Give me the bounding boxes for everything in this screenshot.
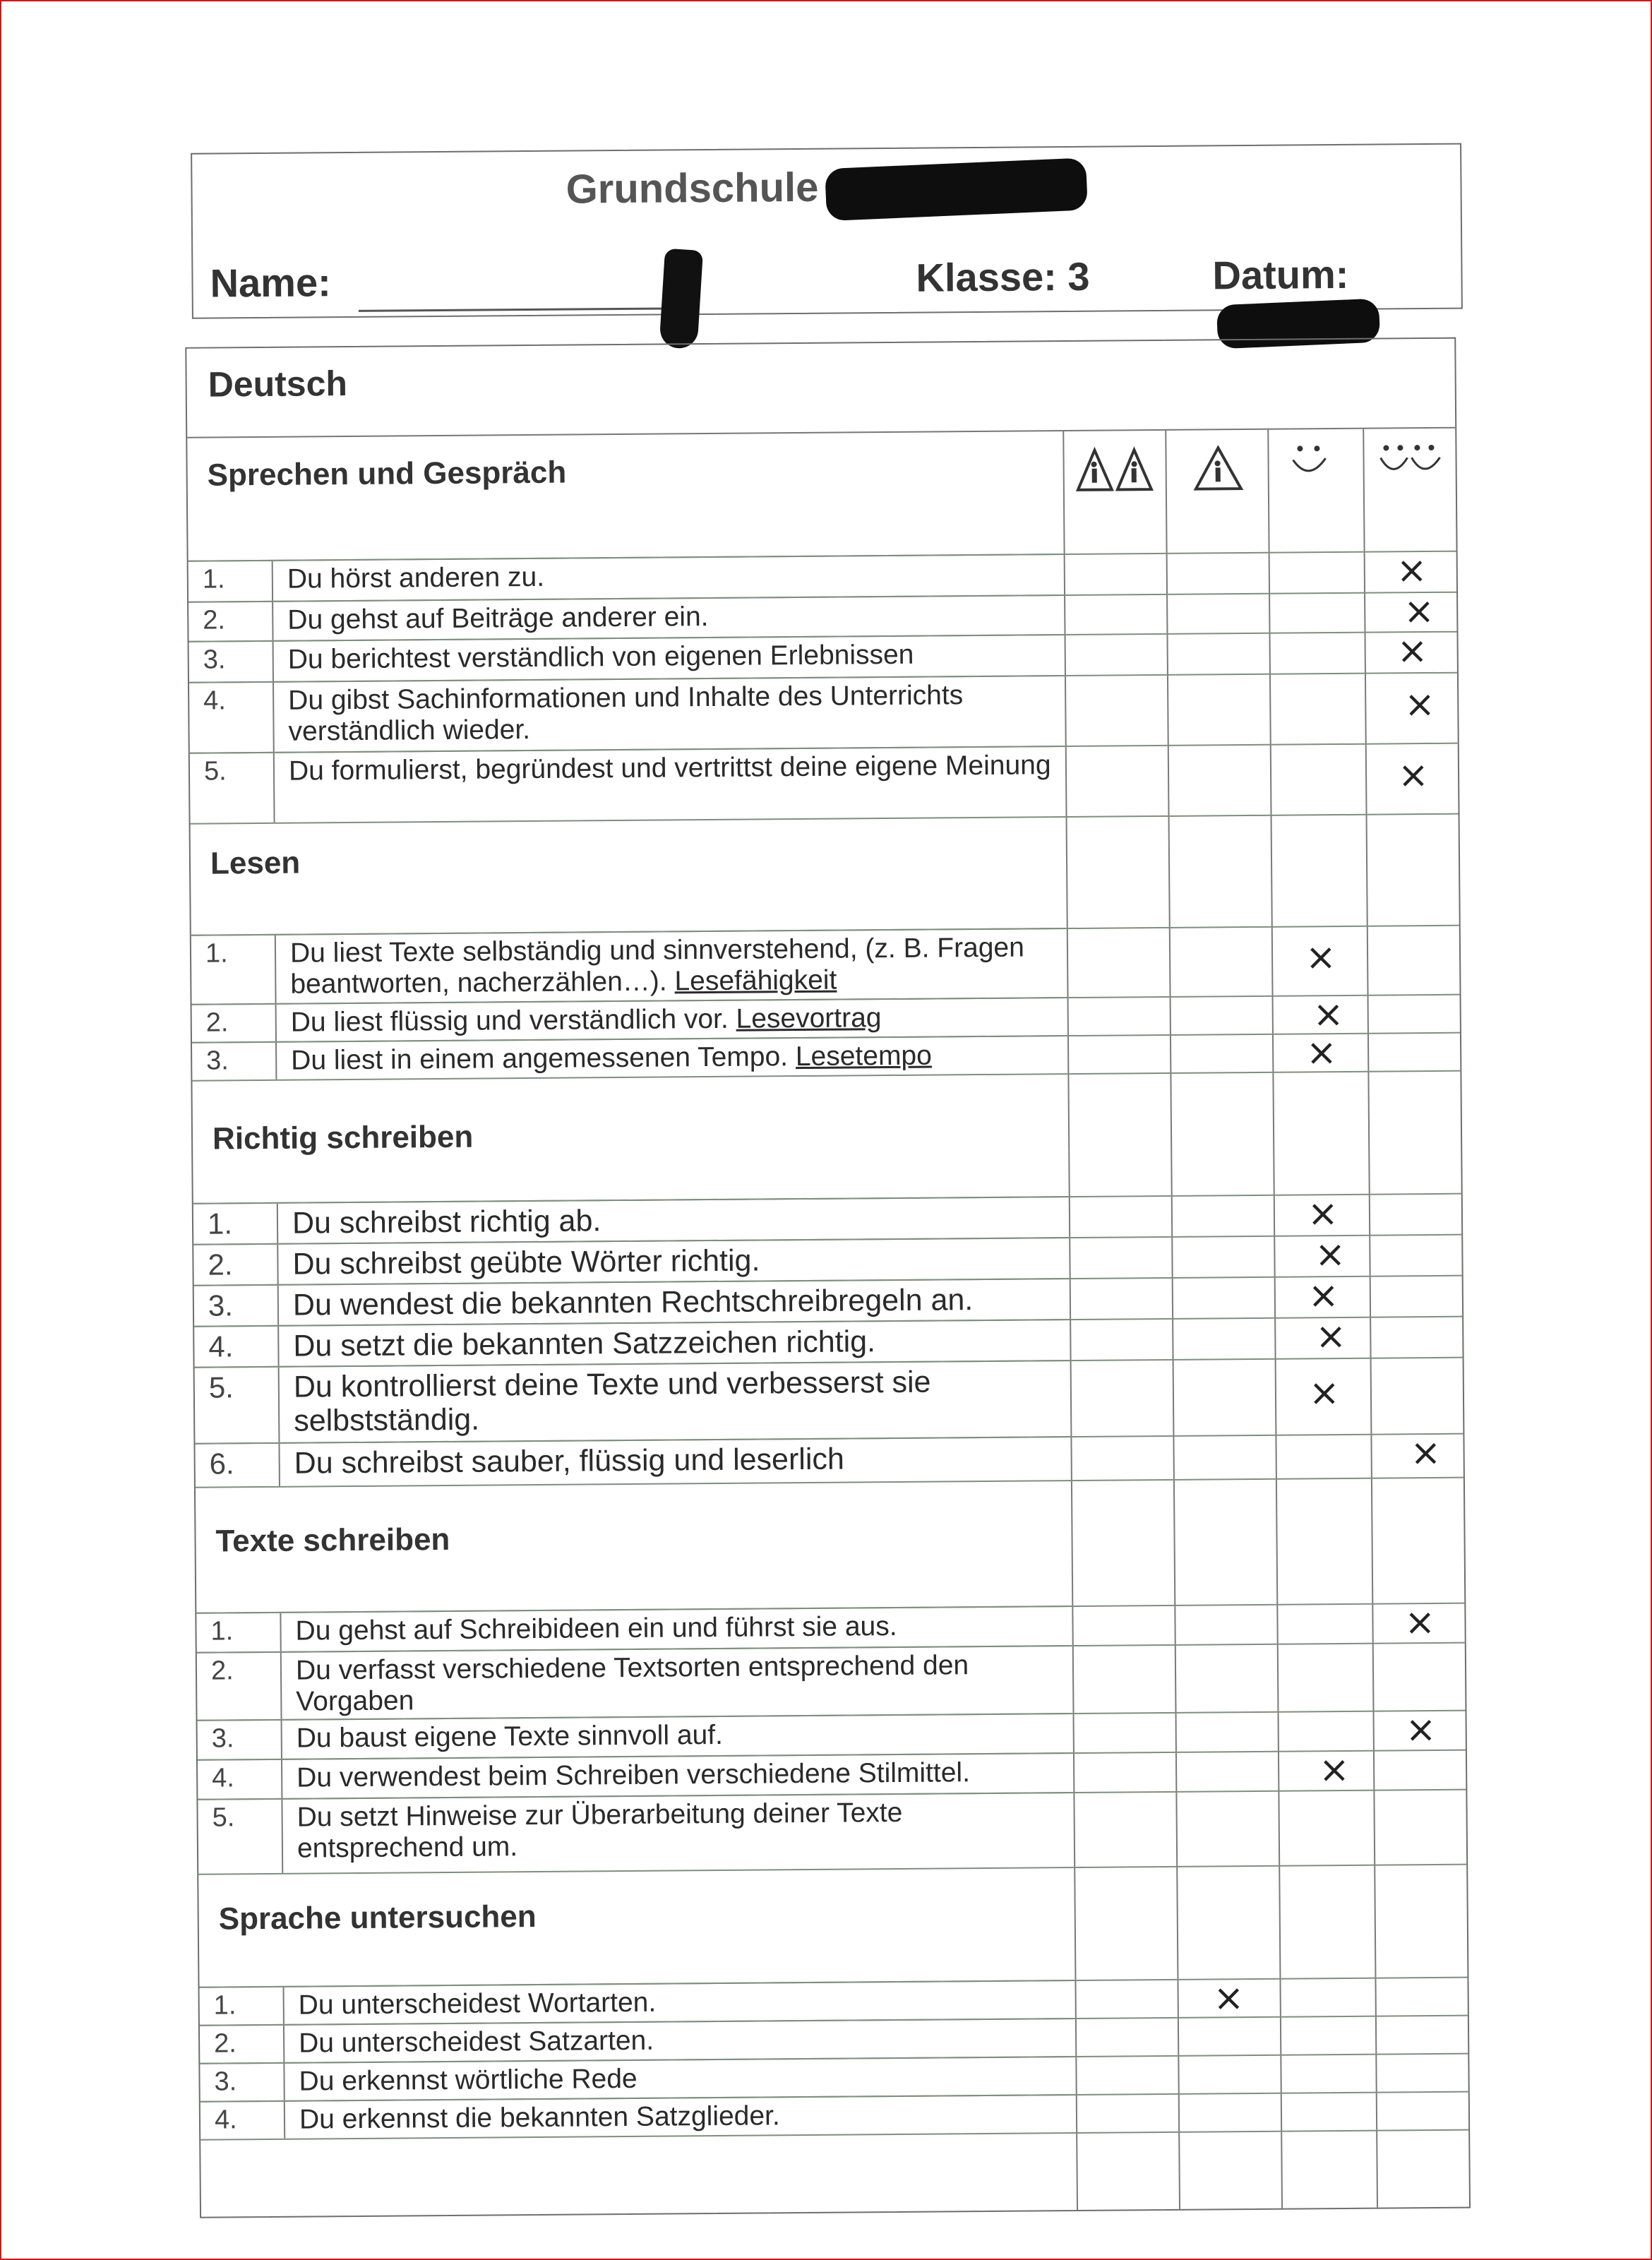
rating-mark: × [1307,1274,1339,1317]
row-number: 1. [188,561,273,602]
row-number: 3. [194,1286,279,1326]
rating-mark: × [1305,1032,1337,1075]
school-line [192,159,1461,222]
smiley-icon [1288,438,1339,503]
rating-mark: × [1312,993,1344,1036]
rating-mark: × [1404,683,1436,727]
rating-mark: × [1318,1748,1350,1792]
row-text [294,1440,1056,1480]
rating-mark: × [1315,1315,1347,1358]
double-warning-sign-icon [1073,440,1159,504]
row-number: 1. [196,1613,281,1652]
row-text [290,932,1053,1000]
row-text [297,1796,1060,1864]
section-title: Sprache untersuchen [218,1899,537,1937]
date-field [1212,251,1461,347]
rating-mark: × [1396,630,1428,673]
criterion-text: Du erkennst wörtliche Rede [299,2063,638,2097]
class-label: Klasse: 3 [916,253,1090,300]
assessment-sheet [134,136,1478,2230]
criterion-text: Du schreibst richtig ab. [292,1204,601,1240]
criterion-tag: Lesefähigkeit [674,964,837,997]
name-line [359,307,669,311]
warning-sign-icon [1190,439,1247,503]
table-row [190,746,1066,823]
row-text [291,1001,1053,1038]
row-number: 2. [192,1005,277,1042]
rating-mark: × [1410,1431,1442,1475]
table-row [198,1752,1073,1799]
subject-separator [187,427,1455,438]
row-text [292,1241,1055,1281]
table-row [189,634,1065,682]
name-redaction [659,249,703,349]
table-row [200,2094,1076,2139]
school-name-redaction [825,157,1088,221]
rating-mark: × [1213,1977,1245,2020]
row-text [289,750,1051,787]
row-number: 3. [200,2064,285,2101]
criterion-text: Du setzt Hinweise zur Überarbeitung deiner Texte entsprechend um. [297,1797,903,1864]
criterion-text: Du berichtest verständlich von eigenen Erlebnissen [287,639,914,675]
row-text [296,1649,1059,1717]
criterion-tag: Lesetempo [795,1040,933,1072]
table-row [194,1319,1070,1367]
rating-mark: × [1405,1708,1437,1752]
rating-mark: × [1397,754,1429,797]
criterion-text: Du baust eigene Texte sinnvoll auf. [296,1719,724,1754]
row-number: 1. [200,1987,285,2025]
table-row [193,1196,1069,1244]
table-row [191,928,1067,1004]
table-row [193,1237,1069,1285]
rating-mark: × [1308,1372,1340,1415]
row-text [299,1984,1061,2021]
criterion-text: Du erkennst die bekannten Satzglieder. [299,2100,780,2135]
criterion-text: Du wendest die bekannten Rechtschreibregeln an. [292,1283,974,1322]
row-text [287,558,1050,594]
section-title: Richtig schreiben [212,1119,474,1156]
criterion-text: Du unterscheidest Satzarten. [298,2025,654,2059]
row-number: 4. [198,1760,282,1799]
table-row [200,2056,1075,2101]
row-text [294,1364,1057,1437]
criterion-text: Du liest flüssig und verständlich vor. [290,1003,729,1038]
row-text [292,1200,1055,1240]
row-number: 3. [192,1043,277,1080]
name-label: Name: [210,260,331,306]
row-number: 2. [188,602,273,641]
double-smiley-icon [1379,438,1450,502]
date-label: Datum: [1212,251,1349,298]
row-number: 4. [194,1327,279,1367]
header-box [191,143,1463,319]
criterion-text: Du gibst Sachinformationen und Inhalte des Unterrichts verständlich wieder. [288,680,964,747]
criterion-text: Du liest in einem angemessenen Tempo. [291,1041,789,1076]
table-row [198,1792,1074,1874]
row-number: 5. [198,1800,283,1874]
rating-mark: × [1396,549,1427,592]
row-number: 5. [195,1368,280,1443]
row-number: 4. [189,683,275,753]
criterion-text: Du setzt die bekannten Satzzeichen richtig. [293,1325,876,1363]
school-name: Grundschule [565,164,819,213]
criterion-text: Du formulierst, begründest und vertrittst deine eigene Meinung [288,750,1051,787]
row-text [299,2060,1061,2097]
row-number: 2. [200,2026,285,2063]
row-text [287,599,1050,635]
row-text [288,679,1051,747]
section-title: Lesen [210,845,301,881]
criterion-text: Du kontrollierst deine Texte und verbesserst sie selbstständig. [293,1365,931,1438]
row-number: 1. [193,1204,278,1244]
row-text [295,1610,1058,1646]
criterion-text: Du hörst anderen zu. [287,561,545,594]
rating-mark: × [1307,1192,1339,1236]
row-number: 4. [200,2102,285,2139]
row-number: 5. [190,753,275,823]
table-row [188,594,1064,641]
rating-mark: × [1305,936,1336,979]
criterion-text: Du verwendest beim Schreiben verschiedene Stilmittel. [297,1757,971,1793]
row-number: 1. [191,935,277,1004]
table-row [195,1360,1071,1443]
table-row [200,1980,1075,2025]
table-row [188,554,1064,602]
rating-mark: × [1403,590,1435,633]
criterion-text: Du liest Texte selbständig und sinnverstehend, (z. B. Fragen beantworten, nacherzählen…). [289,932,1025,1000]
row-text [299,2098,1062,2135]
section-title: Texte schreiben [215,1521,450,1559]
table-row [198,1713,1073,1759]
table-row [194,1278,1070,1326]
criterion-tag: Lesevortrag [736,1003,882,1034]
row-number: 6. [195,1444,280,1487]
criterion-text: Du gehst auf Schreibideen ein und führst sie aus. [295,1610,897,1646]
table-row [189,675,1065,753]
row-number: 3. [198,1721,282,1759]
row-text [297,1717,1059,1754]
row-number: 2. [193,1245,278,1285]
assessment-table [185,337,1471,2218]
row-text [288,638,1051,675]
criterion-text: Du schreibst geübte Wörter richtig. [292,1243,760,1281]
row-number: 2. [197,1653,282,1720]
subject-title: Deutsch [208,364,348,405]
row-text [293,1323,1055,1363]
table-row [197,1645,1073,1720]
row-text [293,1282,1055,1322]
table-row [192,997,1067,1042]
table-row [200,2018,1075,2063]
row-number: 3. [189,642,274,682]
criterion-text: Du unterscheidest Wortarten. [298,1987,657,2021]
rating-mark: × [1404,1601,1436,1644]
row-text [299,2022,1061,2059]
criterion-text: Du gehst auf Beiträge anderer ein. [287,602,709,635]
rating-mark: × [1315,1233,1346,1277]
name-row [210,251,1461,317]
criterion-text: Du verfasst verschiedene Textsorten entsprechend den Vorgaben [295,1650,969,1717]
table-row [195,1436,1070,1487]
table-row [196,1606,1072,1652]
row-text [291,1039,1053,1076]
section-title: Sprechen und Gespräch [207,455,567,493]
row-text [297,1757,1059,1793]
criterion-text: Du schreibst sauber, flüssig und leserlich [294,1442,845,1481]
table-row [192,1035,1067,1080]
